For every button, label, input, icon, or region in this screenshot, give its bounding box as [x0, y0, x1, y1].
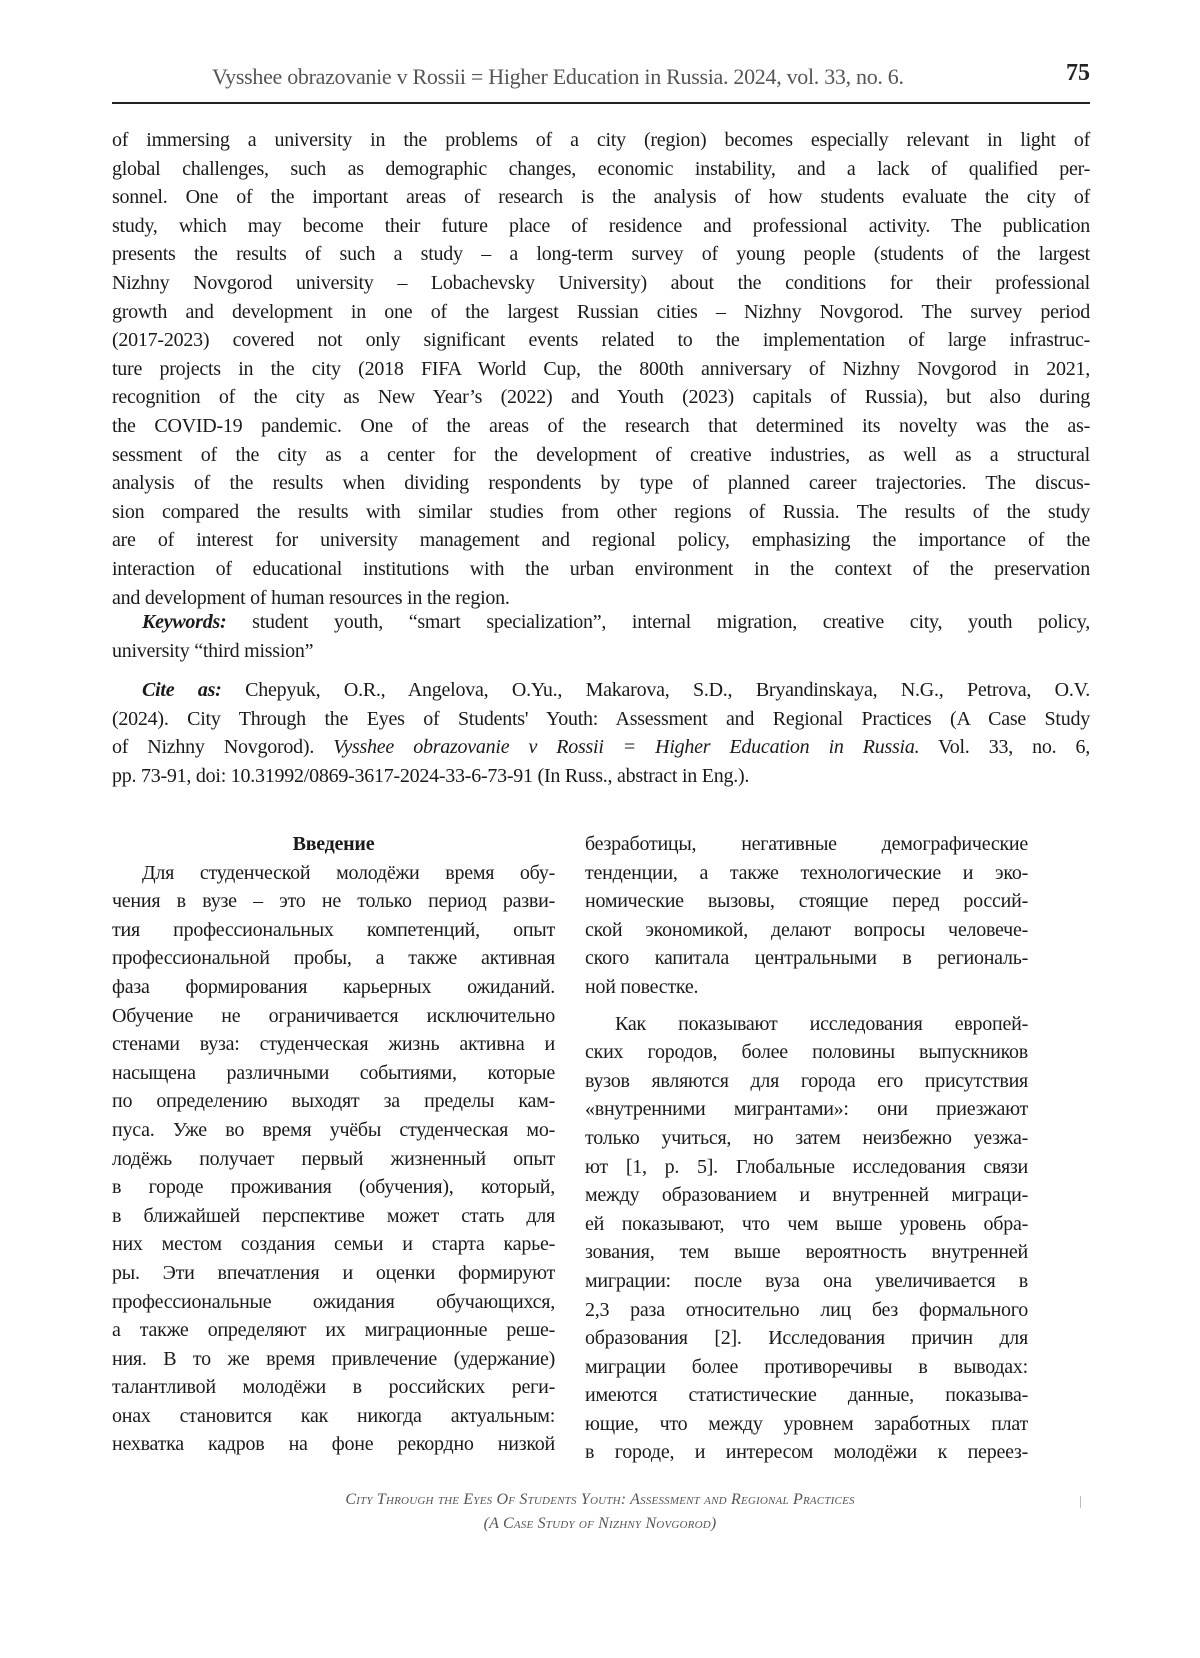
text-line: ских городов, более половины выпускников [585, 1041, 1028, 1064]
running-title: Vysshee obrazovanie v Rossii = Higher Education in Russia. 2024, vol. 33, no. 6. [212, 64, 904, 89]
text-line: в ближайшей перспективе может стать для [112, 1204, 555, 1227]
page-number: 75 [1066, 60, 1090, 86]
text-line: Обучение не ограничивается исключительно [112, 1004, 555, 1027]
text-line: зования, тем выше вероятность внутренней [585, 1241, 1028, 1264]
text-line: ской экономикой, делают вопросы человече- [585, 918, 1028, 941]
text-line: ющие, что между уровнем заработных плат [585, 1412, 1028, 1435]
journal-title: Vysshee obrazovanie v Rossii = Higher Education in Russia. [333, 736, 920, 759]
text-line: Для студенческой молодёжи время обу- [142, 861, 555, 884]
text-line: sessment of the city as a center for the development of creative industries, as well as a structural [112, 443, 1090, 466]
citation-line: (2024). City Through the Eyes of Students' Youth: Assessment and Regional Practices (A Case Study [112, 707, 1090, 730]
text-line: безработицы, негативные демографические [585, 833, 1028, 855]
text-line: чения в вузе – это не только период разви- [112, 890, 555, 913]
text-line: presents the results of such a study – a long-term survey of young people (students of the largest [112, 243, 1090, 266]
text-line: analysis of the results when dividing respondents by type of planned career trajectories. The discus- [112, 472, 1090, 495]
text-line: вузов являются для города его присутствия [585, 1069, 1028, 1092]
cite-text: Chepyuk, O.R., Angelova, O.Yu., Makarova, S.D., Bryandinskaya, N.G., Petrova, O.V. [221, 679, 1090, 701]
page-footer [0, 1488, 1200, 1536]
abstract [112, 126, 1090, 612]
footer-mark [1080, 1496, 1081, 1508]
text-line: номические вызовы, стоящие перед россий- [585, 890, 1028, 913]
citation-line [112, 733, 1090, 762]
text-line: тия профессиональных компетенций, опыт [112, 918, 555, 941]
text-line: между образованием и внутренней миграци- [585, 1184, 1028, 1207]
text-line: тенденции, а также технологические и эко- [585, 861, 1028, 884]
text-line: and development of human resources in the region. [112, 586, 510, 609]
text-line: ей показывают, что чем выше уровень обра- [585, 1212, 1028, 1235]
cite-label: Cite as: [142, 679, 222, 701]
text-line: ной повестке. [585, 975, 699, 998]
text-line: онах становится как никогда актуальным: [112, 1404, 555, 1427]
keywords-label: Keywords: [142, 611, 227, 633]
text-line: профессиональной пробы, а также активная [112, 947, 555, 970]
text-line: ры. Эти впечатления и оценки формируют [112, 1261, 555, 1284]
text-line: are of interest for university management and regional policy, emphasizing the importance of the [112, 529, 1090, 552]
text-line: в городе проживания (обучения), который, [112, 1176, 555, 1199]
text-line: лодёжь получает первый жизненный опыт [112, 1147, 555, 1170]
paragraph [585, 1010, 1028, 1468]
text-line: миграции: после вуза она увеличивается в [585, 1269, 1028, 1292]
text-line: образования [2]. Исследования причин для [585, 1327, 1028, 1350]
text-line: только учиться, но затем неизбежно уезжа- [585, 1126, 1028, 1149]
text-line: профессиональные ожидания обучающихся, [112, 1290, 555, 1313]
cite-text: Vol. 33, no. 6, [919, 736, 1090, 759]
text-line: sion compared the results with similar studies from other regions of Russia. The results of the study [112, 500, 1090, 523]
text-line: фаза формирования карьерных ожиданий. [112, 975, 555, 998]
text-line: of immersing a university in the problems of a city (region) becomes especially relevant in light of [112, 129, 1090, 151]
text-line: Как показывают исследования европей- [615, 1012, 1028, 1035]
citation [112, 676, 1090, 790]
paragraph [112, 859, 555, 1459]
text-line: ture projects in the city (2018 FIFA World Cup, the 800th anniversary of Nizhny Novgorod in 2021, [112, 357, 1090, 380]
footer-subtitle: (A Case Study of Nizhny Novgorod) [483, 1515, 717, 1532]
text-line: interaction of educational institutions with the urban environment in the context of the preservation [112, 557, 1090, 580]
text-line: талантливой молодёжи в российских реги- [112, 1376, 555, 1399]
keywords-line [112, 608, 1090, 637]
text-line: recognition of the city as New Year’s (2022) and Youth (2023) capitals of Russia), but also during [112, 386, 1090, 409]
text-line: sonnel. One of the important areas of research is the analysis of how students evaluate the city of [112, 186, 1090, 209]
right-column [585, 830, 1028, 1467]
text-line: growth and development in one of the largest Russian cities – Nizhny Novgorod. The survey period [112, 300, 1090, 323]
keywords [112, 608, 1090, 665]
text-line: стенами вуза: студенческая жизнь активна и [112, 1033, 555, 1056]
citation-line [112, 676, 1090, 705]
text-line: пуса. Уже во время учёбы студенческая мо- [112, 1118, 555, 1141]
text-line: Nizhny Novgorod university – Lobachevsky University) about the conditions for their professional [112, 271, 1090, 294]
left-column [112, 830, 555, 1459]
text-line: них местом создания семьи и старта карье- [112, 1233, 555, 1256]
text-line: ют [1, p. 5]. Глобальные исследования связи [585, 1155, 1028, 1178]
text-line: global challenges, such as demographic changes, economic instability, and a lack of qualified per- [112, 157, 1090, 180]
text-line: «внутренними мигрантами»: они приезжают [585, 1098, 1028, 1121]
text-line: насыщена различными событиями, которые [112, 1061, 555, 1084]
keywords-line: university “third mission” [112, 639, 314, 662]
text-line: 2,3 раза относительно лиц без формального [585, 1298, 1028, 1321]
text-line: по определению выходят за пределы кам- [112, 1090, 555, 1113]
page-header [112, 58, 1090, 104]
text-line: имеются статистические данные, показыва- [585, 1384, 1028, 1407]
text-line: миграции более противоречивы в выводах: [585, 1355, 1028, 1378]
text-line: нехватка кадров на фоне рекордно низкой [112, 1433, 555, 1456]
citation-line: pp. 73-91, doi: 10.31992/0869-3617-2024-33-6-73-91 (In Russ., abstract in Eng.). [112, 764, 750, 787]
text-line: ния. В то же время привлечение (удержание) [112, 1347, 555, 1370]
text-line: ского капитала центральными в региональ- [585, 947, 1028, 970]
paragraph [585, 830, 1028, 1002]
text-line: (2017-2023) covered not only significant events related to the implementation of large infrastruc- [112, 329, 1090, 352]
footer-title: City Through the Eyes Of Students Youth: Assessment and Regional Practices [345, 1491, 855, 1508]
cite-text: of Nizhny Novgorod). [112, 736, 334, 759]
text-line: а также определяют их миграционные реше- [112, 1319, 555, 1342]
text-line: study, which may become their future place of residence and professional activity. The publication [112, 214, 1090, 237]
text-line: в городе, и интересом молодёжи к переез- [585, 1441, 1028, 1464]
text-line: the COVID-19 pandemic. One of the areas of the research that determined its novelty was the as- [112, 414, 1090, 437]
keywords-text: student youth, “smart specialization”, internal migration, creative city, youth policy, [226, 611, 1090, 633]
section-heading: Введение [292, 833, 375, 855]
